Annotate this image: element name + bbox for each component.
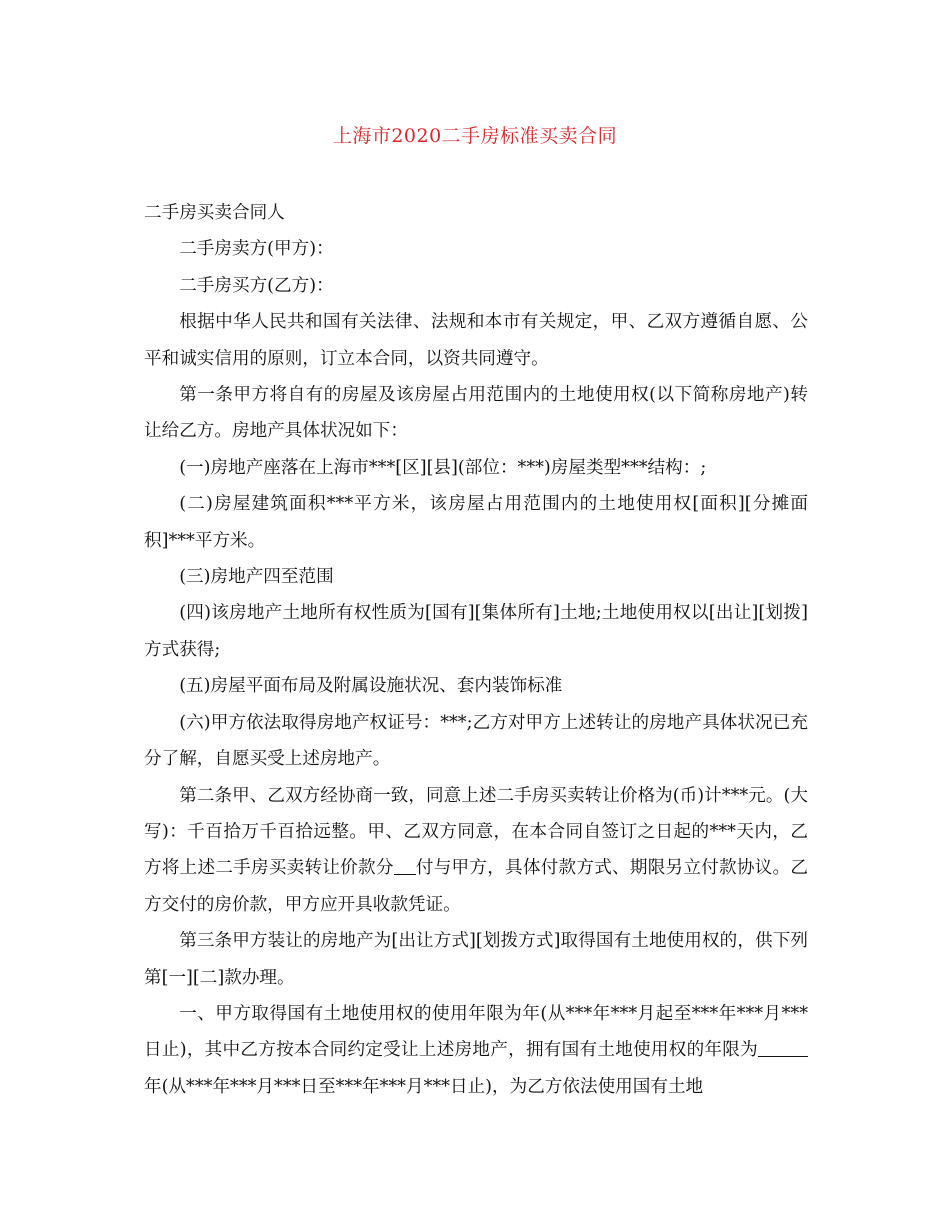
land-use-years-blank [758,1038,808,1057]
article-1-item-1: (一)房地产座落在上海市***[区][县](部位：***)房屋类型***结构：; [179,457,707,478]
article-3-lead: 第三条甲方装让的房地产为[出让方式][划拨方式]取得国有土地使用权的，供下列第[一][二]款办理。 [144,931,808,988]
article-1-item-4: (四)该房地产土地所有权性质为[国有][集体所有]土地;土地使用权以[出让][划拨]方式获得; [144,603,808,660]
buyer-line: 二手房买方(乙方)： [179,275,334,296]
seller-line: 二手房卖方(甲方)： [179,239,334,260]
article-1-item-5: (五)房屋平面布局及附属设施状况、套内装饰标准 [179,676,563,697]
article-3-clause-1-part-1: 一、甲方取得国有土地使用权的使用年限为年(从***年***月起至***年***月***日止)，其中乙方按本合同约定受让上述房地产，拥有国有土地使用权的年限为 [144,1003,808,1061]
article-2-text-part-2: 付与甲方，具体付款方式、期限另立付款协议。乙方交付的房价款，甲方应开具收款凭证。 [144,858,808,915]
article-2-text-part-1: 第二条甲、乙双方经协商一致，同意上述二手房买卖转让价格为(币)计***元。(大写)：千百拾万千百拾远整。甲、乙双方同意，在本合同自签订之日起的***天内，乙方将上述二手房买卖转让价款分 [144,785,808,879]
document-title: 上海市2020二手房标准买卖合同 [332,125,618,147]
article-1-item-3: (三)房地产四至范围 [179,567,334,588]
article-3-clause-1 [144,996,808,1105]
article-1-lead: 第一条甲方将自有的房屋及该房屋占用范围内的土地使用权(以下简称房地产)转让给乙方。房地产具体状况如下： [144,385,808,442]
article-1-item-6: (六)甲方依法取得房地产权证号：***;乙方对甲方上述转让的房地产具体状况已充分了解，自愿买受上述房地产。 [144,712,808,770]
document-body [144,195,808,1105]
article-2-paragraph [144,778,808,924]
article-3-clause-1-part-2: 年(从***年***月***日至***年***月***日止)，为乙方依法使用国有土地 [144,1076,704,1097]
payment-installments-blank [394,856,416,875]
intro-paragraph: 根据中华人民共和国有关法律、法规和本市有关规定，甲、乙双方遵循自愿、公平和诚实信用的原则，订立本合同，以资共同遵守。 [144,312,808,369]
article-1-item-2: (二)房屋建筑面积***平方米，该房屋占用范围内的土地使用权[面积][分摊面积]***平方米。 [144,494,808,551]
contract-heading: 二手房买卖合同人 [144,203,285,223]
